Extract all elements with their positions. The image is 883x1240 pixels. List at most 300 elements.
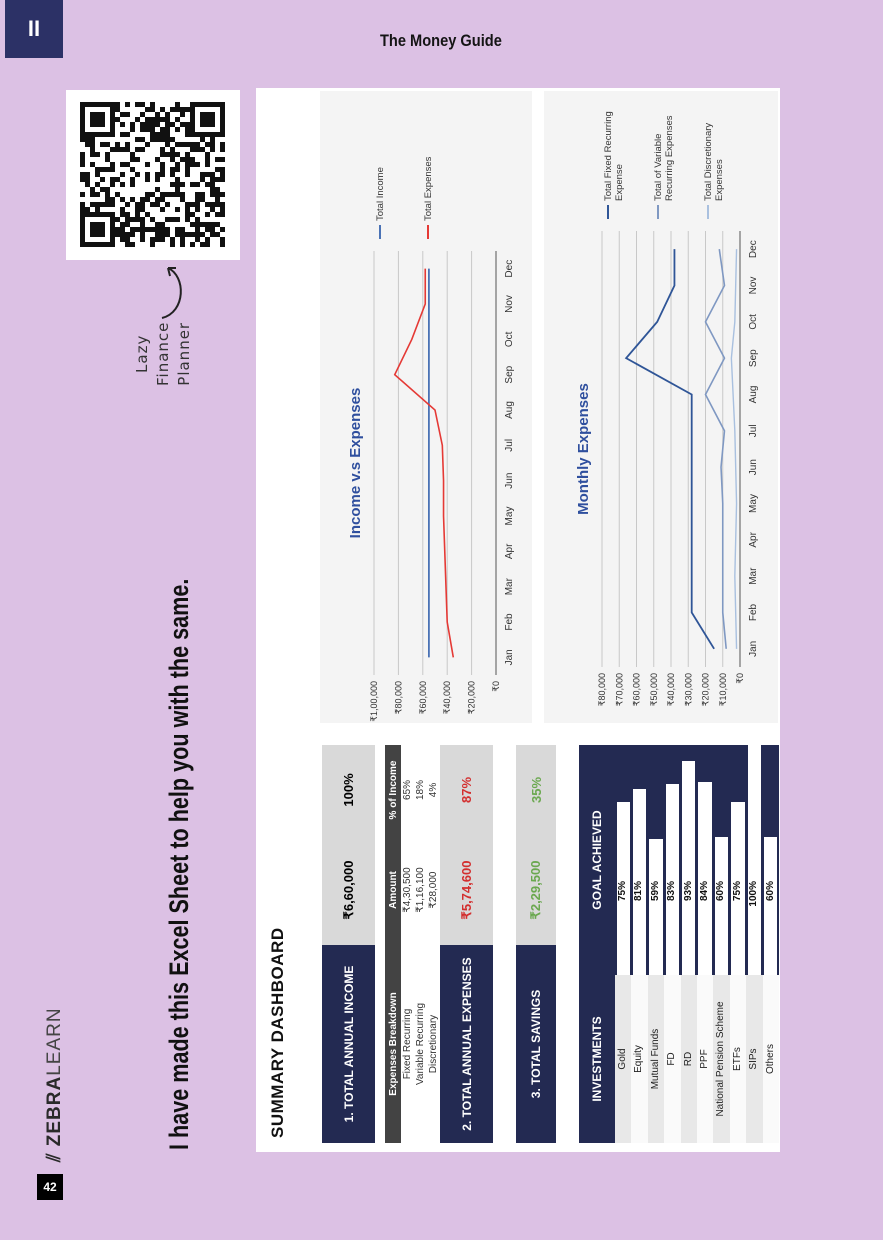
brand-light: LEARN: [44, 1007, 65, 1076]
qr-module: [220, 172, 225, 177]
qr-module: [190, 157, 195, 162]
qr-module: [110, 232, 115, 237]
qr-module: [215, 157, 220, 162]
qr-module: [85, 242, 90, 247]
qr-module: [125, 102, 130, 107]
qr-module: [105, 212, 110, 217]
qr-module: [85, 137, 90, 142]
investment-name: National Pension Scheme: [713, 975, 729, 1143]
qr-module: [170, 107, 175, 112]
x-tick-label: Feb: [748, 603, 759, 622]
qr-module: [140, 197, 145, 202]
x-tick-label: Oct: [748, 314, 759, 330]
qr-module: [195, 147, 200, 152]
qr-module: [90, 102, 95, 107]
qr-module: [210, 142, 215, 147]
qr-module: [80, 162, 85, 167]
qr-module: [140, 232, 145, 237]
qr-module: [175, 207, 180, 212]
qr-module: [115, 192, 120, 197]
savings-amount: ₹2,29,500: [516, 835, 556, 945]
qr-module: [120, 222, 125, 227]
zebra-stripes-icon: ⫽: [44, 1146, 65, 1162]
qr-module: [155, 177, 160, 182]
x-tick-label: Jan: [504, 649, 515, 666]
qr-module: [210, 182, 215, 187]
qr-module: [200, 117, 205, 122]
qr-module: [95, 212, 100, 217]
qr-module: [190, 162, 195, 167]
qr-module: [220, 237, 225, 242]
qr-module: [205, 237, 210, 242]
qr-module: [105, 132, 110, 137]
qr-module: [130, 167, 135, 172]
qr-module: [215, 197, 220, 202]
investment-row: [631, 745, 647, 1143]
qr-module: [80, 127, 85, 132]
qr-module: [175, 192, 180, 197]
qr-module: [160, 132, 165, 137]
qr-module: [110, 162, 115, 167]
qr-module: [80, 227, 85, 232]
qr-module: [100, 227, 105, 232]
x-tick-label: Jun: [504, 472, 515, 489]
qr-module: [95, 202, 100, 207]
qr-module: [90, 147, 95, 152]
note-line: Planner: [175, 321, 193, 386]
x-tick-label: Jun: [748, 459, 759, 476]
monthly-expenses-chart: [544, 91, 778, 723]
dashboard-title: SUMMARY DASHBOARD: [268, 927, 287, 1138]
investment-row: [648, 745, 664, 1143]
legend-label: Total Discretionary: [703, 122, 714, 201]
qr-module: [190, 202, 195, 207]
qr-module: [80, 112, 85, 117]
qr-module: [80, 102, 85, 107]
page-number: 42: [37, 1174, 63, 1200]
qr-module: [80, 212, 85, 217]
legend-label: Total Fixed Recurring: [603, 111, 614, 201]
summary-dashboard: [256, 88, 780, 1152]
qr-module: [100, 142, 105, 147]
qr-module: [110, 242, 115, 247]
qr-module: [210, 222, 215, 227]
qr-module: [140, 112, 145, 117]
qr-module: [150, 192, 155, 197]
qr-module: [150, 137, 155, 142]
qr-module: [165, 137, 170, 142]
qr-module: [195, 197, 200, 202]
qr-module: [155, 227, 160, 232]
qr-module: [145, 117, 150, 122]
x-tick-label: Jul: [748, 424, 759, 438]
qr-module: [110, 222, 115, 227]
y-tick-label: ₹10,000: [717, 673, 728, 707]
qr-module: [95, 102, 100, 107]
qr-module: [190, 132, 195, 137]
investment-row: [713, 745, 729, 1143]
y-tick-label: ₹20,000: [466, 681, 477, 715]
qr-module: [105, 142, 110, 147]
qr-module: [125, 202, 130, 207]
qr-module: [220, 127, 225, 132]
goal-percent: 81%: [633, 881, 645, 902]
qr-module: [150, 132, 155, 137]
savings-percent: 35%: [516, 745, 556, 835]
x-tick-label: Dec: [748, 240, 759, 259]
goal-percent: 93%: [682, 881, 694, 902]
amount-header: Amount: [385, 835, 401, 945]
qr-module: [80, 152, 85, 157]
qr-module: [120, 182, 125, 187]
qr-module: [175, 187, 180, 192]
qr-module: [165, 232, 170, 237]
qr-module: [100, 222, 105, 227]
qr-module: [165, 192, 170, 197]
qr-module: [80, 107, 85, 112]
qr-module: [105, 167, 110, 172]
qr-module: [200, 172, 205, 177]
qr-module: [180, 242, 185, 247]
legend-label: Expense: [614, 164, 625, 201]
qr-module: [220, 227, 225, 232]
investment-name: Equity: [631, 975, 647, 1143]
chart-title: Monthly Expenses: [575, 383, 592, 515]
qr-module: [130, 227, 135, 232]
x-tick-label: Jul: [504, 438, 515, 452]
qr-module: [205, 212, 210, 217]
qr-module: [110, 227, 115, 232]
qr-module: [125, 142, 130, 147]
qr-module: [145, 197, 150, 202]
investment-row: [664, 745, 680, 1143]
qr-module: [215, 177, 220, 182]
section-marker: II: [5, 0, 63, 58]
qr-module: [100, 187, 105, 192]
investment-row: [615, 745, 631, 1143]
legend-label: Total of Variable: [653, 133, 664, 201]
investments-header: INVESTMENTS: [590, 1016, 604, 1102]
qr-module: [190, 232, 195, 237]
qr-module: [205, 227, 210, 232]
qr-module: [185, 132, 190, 137]
qr-module: [180, 182, 185, 187]
qr-module: [110, 122, 115, 127]
qr-module: [155, 157, 160, 162]
qr-module: [80, 202, 85, 207]
breakdown-percent: 65%: [402, 780, 413, 801]
qr-module: [175, 177, 180, 182]
qr-module: [110, 182, 115, 187]
qr-module: [170, 137, 175, 142]
qr-module: [90, 192, 95, 197]
legend-label: Total Expenses: [423, 156, 434, 221]
qr-module: [145, 142, 150, 147]
qr-module: [105, 192, 110, 197]
qr-module: [140, 102, 145, 107]
y-tick-label: ₹0: [491, 681, 501, 692]
qr-module: [175, 227, 180, 232]
qr-module: [215, 187, 220, 192]
qr-module: [210, 207, 215, 212]
qr-module: [175, 127, 180, 132]
x-tick-label: Mar: [748, 567, 759, 585]
qr-module: [180, 227, 185, 232]
qr-module: [200, 242, 205, 247]
qr-module: [220, 102, 225, 107]
qr-module: [210, 187, 215, 192]
qr-module: [130, 217, 135, 222]
qr-module: [160, 137, 165, 142]
legend-label: Expenses: [714, 159, 725, 201]
x-tick-label: Mar: [504, 578, 515, 596]
qr-module: [160, 127, 165, 132]
percent-header: % of Income: [385, 745, 401, 835]
qr-module: [175, 117, 180, 122]
income-chart-panel: [320, 91, 532, 723]
qr-module: [160, 197, 165, 202]
qr-module: [115, 147, 120, 152]
qr-module: [115, 227, 120, 232]
qr-module: [90, 232, 95, 237]
note-line: Lazy: [133, 334, 151, 373]
qr-module: [200, 137, 205, 142]
qr-module: [110, 212, 115, 217]
qr-module: [95, 242, 100, 247]
qr-module: [135, 202, 140, 207]
qr-module: [150, 117, 155, 122]
qr-module: [100, 242, 105, 247]
qr-module: [140, 237, 145, 242]
qr-module: [160, 207, 165, 212]
x-tick-label: May: [748, 494, 759, 513]
qr-module: [140, 137, 145, 142]
qr-module: [80, 232, 85, 237]
curved-arrow-icon: [150, 262, 190, 322]
qr-module: [220, 117, 225, 122]
investment-name: ETFs: [730, 975, 746, 1143]
investment-row: [763, 745, 779, 1143]
qr-module: [160, 192, 165, 197]
qr-module: [130, 122, 135, 127]
qr-module: [155, 137, 160, 142]
qr-module: [80, 192, 85, 197]
x-tick-label: Aug: [504, 401, 515, 419]
qr-module: [90, 242, 95, 247]
qr-module: [195, 232, 200, 237]
qr-module: [85, 207, 90, 212]
qr-module: [80, 172, 85, 177]
qr-module: [80, 222, 85, 227]
qr-module: [95, 182, 100, 187]
qr-module: [180, 122, 185, 127]
qr-module: [90, 202, 95, 207]
qr-module: [195, 237, 200, 242]
x-tick-label: May: [504, 506, 515, 526]
qr-module: [135, 172, 140, 177]
qr-module: [170, 147, 175, 152]
qr-module: [170, 242, 175, 247]
goal-bar-track: [763, 745, 779, 975]
qr-module: [155, 112, 160, 117]
qr-module: [190, 242, 195, 247]
qr-module: [125, 212, 130, 217]
qr-module: [80, 217, 85, 222]
goal-percent: 59%: [649, 881, 661, 902]
qr-module: [195, 192, 200, 197]
qr-module: [150, 242, 155, 247]
qr-module: [125, 222, 130, 227]
qr-module: [220, 147, 225, 152]
qr-module: [115, 107, 120, 112]
expenses-label: 2. TOTAL ANNUAL EXPENSES: [440, 945, 493, 1143]
qr-module: [175, 167, 180, 172]
series-line: [395, 269, 454, 658]
qr-module: [200, 112, 205, 117]
note-line: Finance: [154, 321, 172, 386]
goal-bar-track: [713, 745, 729, 975]
qr-module: [180, 142, 185, 147]
qr-module: [185, 202, 190, 207]
qr-module: [155, 202, 160, 207]
qr-module: [120, 232, 125, 237]
y-tick-label: ₹40,000: [666, 673, 676, 707]
qr-module: [220, 107, 225, 112]
qr-module: [185, 122, 190, 127]
qr-module: [195, 142, 200, 147]
goal-bar-track: [631, 745, 647, 975]
qr-code[interactable]: [66, 90, 240, 260]
qr-module: [190, 182, 195, 187]
qr-module: [215, 202, 220, 207]
qr-module: [85, 182, 90, 187]
qr-module: [175, 152, 180, 157]
qr-module: [120, 147, 125, 152]
qr-module: [200, 222, 205, 227]
qr-module: [145, 192, 150, 197]
qr-module: [220, 112, 225, 117]
y-tick-label: ₹40,000: [442, 681, 453, 715]
qr-module: [195, 162, 200, 167]
qr-module: [120, 212, 125, 217]
qr-module: [155, 237, 160, 242]
qr-module: [95, 167, 100, 172]
qr-module: [195, 222, 200, 227]
page-heading: I have made this Excel Sheet to help you with the same.: [164, 578, 194, 1150]
qr-module: [205, 242, 210, 247]
qr-module: [85, 142, 90, 147]
qr-module: [135, 227, 140, 232]
qr-module: [145, 107, 150, 112]
qr-module: [105, 102, 110, 107]
qr-module: [130, 232, 135, 237]
expenses-table: [385, 745, 493, 1143]
qr-module: [220, 207, 225, 212]
qr-module: [185, 167, 190, 172]
qr-module: [190, 117, 195, 122]
qr-module: [80, 117, 85, 122]
qr-module: [90, 132, 95, 137]
qr-module: [210, 227, 215, 232]
qr-module: [180, 157, 185, 162]
qr-module: [125, 232, 130, 237]
expenses-percent: 87%: [440, 745, 493, 835]
qr-module: [170, 192, 175, 197]
qr-module: [90, 112, 95, 117]
qr-module: [125, 132, 130, 137]
y-tick-label: ₹20,000: [700, 673, 711, 707]
qr-module: [160, 232, 165, 237]
qr-module: [155, 187, 160, 192]
qr-module: [80, 207, 85, 212]
qr-module: [110, 197, 115, 202]
breakdown-amount: ₹4,30,500: [402, 867, 413, 913]
qr-module: [205, 117, 210, 122]
qr-module: [135, 212, 140, 217]
qr-module: [185, 207, 190, 212]
qr-module: [135, 147, 140, 152]
qr-module: [210, 122, 215, 127]
goal-bar-track: [615, 745, 631, 975]
qr-module: [210, 117, 215, 122]
qr-module: [140, 207, 145, 212]
qr-module: [175, 182, 180, 187]
qr-module: [95, 222, 100, 227]
breakdown-amount: ₹1,16,100: [415, 867, 426, 913]
qr-module: [165, 117, 170, 122]
qr-module: [110, 237, 115, 242]
y-tick-label: ₹80,000: [393, 681, 404, 715]
investment-rows: [615, 745, 779, 1143]
qr-module: [205, 172, 210, 177]
qr-module: [80, 242, 85, 247]
income-percent: 100%: [322, 745, 375, 835]
expenses-amount: ₹5,74,600: [440, 835, 493, 945]
qr-module: [105, 197, 110, 202]
qr-module: [100, 102, 105, 107]
investment-row: [681, 745, 697, 1143]
qr-module: [90, 227, 95, 232]
qr-module: [145, 212, 150, 217]
goal-bar-track: [681, 745, 697, 975]
x-tick-label: Jan: [748, 640, 759, 657]
qr-module: [165, 127, 170, 132]
qr-module: [110, 107, 115, 112]
income-amount: ₹6,60,000: [322, 835, 375, 945]
qr-module: [80, 132, 85, 137]
goal-percent: 75%: [731, 881, 743, 902]
qr-module: [190, 147, 195, 152]
qr-module: [155, 122, 160, 127]
investment-name: RD: [681, 975, 697, 1143]
qr-module: [160, 147, 165, 152]
qr-module: [200, 232, 205, 237]
goal-bar-track: [730, 745, 746, 975]
qr-module: [210, 147, 215, 152]
qr-module: [120, 172, 125, 177]
qr-module: [180, 197, 185, 202]
qr-module: [185, 142, 190, 147]
qr-module: [125, 237, 130, 242]
qr-module: [170, 152, 175, 157]
investment-name: PPF: [697, 975, 713, 1143]
qr-module: [95, 132, 100, 137]
qr-module: [205, 157, 210, 162]
goal-percent: 83%: [666, 881, 678, 902]
qr-module: [120, 207, 125, 212]
qr-module: [155, 172, 160, 177]
qr-module: [150, 202, 155, 207]
